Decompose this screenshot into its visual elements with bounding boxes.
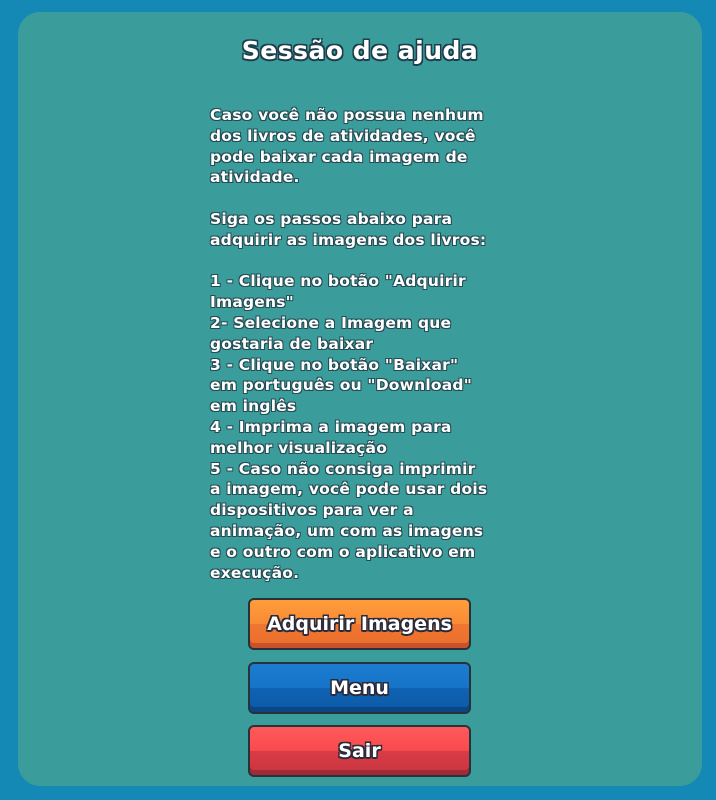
dialog-title: Sessão de ajuda [241,36,479,65]
help-panel [18,12,702,786]
menu-button[interactable] [248,662,471,714]
exit-button-label: Sair [338,740,381,762]
acquire-images-button-label: Adquirir Imagens [267,613,452,635]
menu-button-label: Menu [330,677,389,699]
exit-button[interactable] [248,725,471,777]
acquire-images-button[interactable] [248,598,471,650]
help-instructions-text: Caso você não possua nenhum dos livros de atividades, você pode baixar cada imagem de atividade. Siga os passos abaixo para adquirir as imagens dos livros: 1 - Clique no botão "Adquirir Imagens" 2- Selecione a Imagem que gostaria de baixar 3 - Clique no botão "Baixar" em português ou "Download" em inglês 4 - Imprima a imagem para melhor visualização 5 - Caso não consiga imprimir a imagem, você pode usar dois dispositivos para ver a animação, um com as imagens e o outro com o aplicativo em execução. [210,106,488,582]
